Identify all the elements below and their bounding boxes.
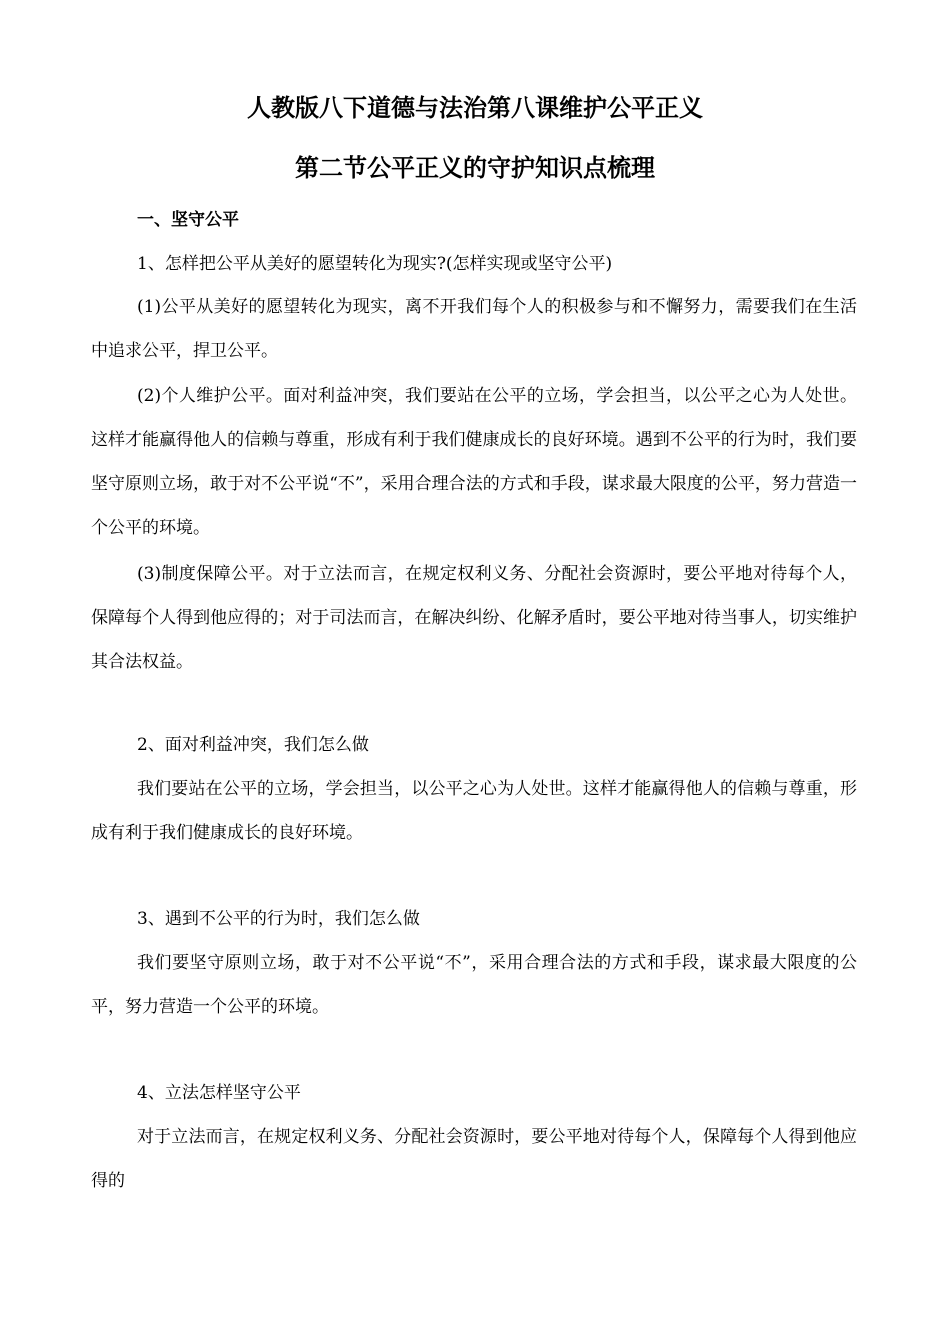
- question-2: 2、面对利益冲突，我们怎么做: [137, 735, 369, 755]
- paragraph-1: (1)公平从美好的愿望转化为现实，离不开我们每个人的积极参与和不懈努力，需要我们在生活中追求公平，捍卫公平。: [91, 297, 857, 361]
- answer-3: 我们要坚守原则立场，敢于对不公平说“不”，采用合理合法的方式和手段，谋求最大限度的公平，努力营造一个公平的环境。: [91, 953, 857, 1017]
- paragraph-3: (3)制度保障公平。对于立法而言，在规定权利义务、分配社会资源时，要公平地对待每个人，保障每个人得到他应得的；对于司法而言，在解决纠纷、化解矛盾时，要公平地对待当事人，切实维护其合法权益。: [91, 564, 857, 672]
- answer-2: 我们要站在公平的立场，学会担当，以公平之心为人处世。这样才能赢得他人的信赖与尊重，形成有利于我们健康成长的良好环境。: [91, 779, 857, 843]
- document-title-line-1: 人教版八下道德与法治第八课维护公平正义: [247, 94, 703, 122]
- answer-4: 对于立法而言，在规定权利义务、分配社会资源时，要公平地对待每个人，保障每个人得到他应得的: [91, 1127, 857, 1191]
- document-title-line-2: 第二节公平正义的守护知识点梳理: [295, 154, 655, 182]
- question-1: 1、怎样把公平从美好的愿望转化为现实?(怎样实现或坚守公平): [137, 254, 613, 274]
- paragraph-2: (2)个人维护公平。面对利益冲突，我们要站在公平的立场，学会担当，以公平之心为人处世。这样才能赢得他人的信赖与尊重，形成有利于我们健康成长的良好环境。遇到不公平的行为时，我们要坚守原则立场，敢于对不公平说“不”，采用合理合法的方式和手段，谋求最大限度的公平，努力营造一个公平的环境。: [91, 386, 857, 538]
- section-heading-1: 一、坚守公平: [137, 210, 239, 230]
- question-3: 3、遇到不公平的行为时，我们怎么做: [137, 909, 420, 929]
- question-4: 4、立法怎样坚守公平: [137, 1083, 301, 1103]
